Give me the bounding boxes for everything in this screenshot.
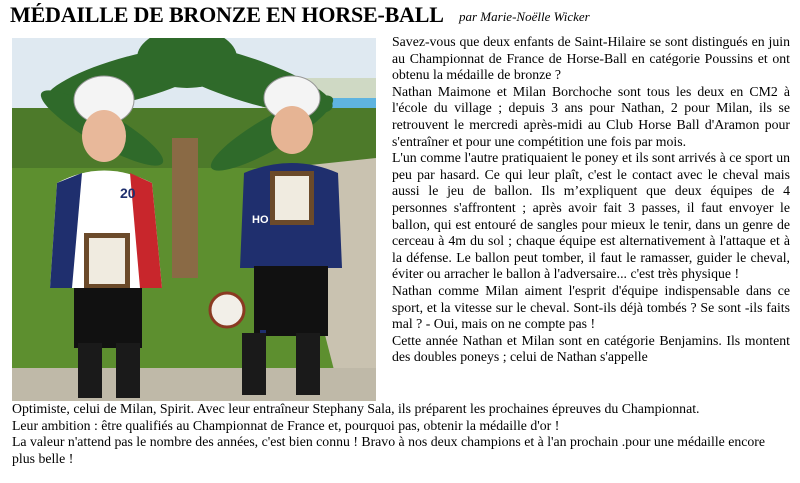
paragraph: Nathan comme Milan aiment l'esprit d'équipe indispensable dans ce sport, et la vitesse sur le cheval. Sont-ils déjà tombés ? Se sont -ils faits mal ? - Oui, mais on ne compte pas !	[392, 282, 790, 332]
article-title: MÉDAILLE DE BRONZE EN HORSE-BALL	[10, 2, 444, 27]
article-byline: par Marie-Noëlle Wicker	[459, 9, 590, 24]
horse-ball	[210, 293, 244, 327]
paragraph: Savez-vous que deux enfants de Saint-Hilaire se sont distingués en juin au Championnat de France de Horse-Ball en catégorie Poussins et ont obtenu la médaille de bronze ?	[392, 34, 790, 83]
trousers-left	[74, 288, 142, 348]
paragraph: Leur ambition : être qualifiés au Championnat de France et, pourquoi pas, obtenir la médaille d'or !	[12, 417, 560, 433]
paragraph: Nathan Maimone et Milan Borchoche sont tous les deux en CM2 à l'école du village ; depuis 3 ans pour Nathan, 2 pour Milan, ils se retrouvent le mercredi après-midi au Club Horse Ball d'Aramon pour s'entraîner et pour une compétition une fois par mois.	[392, 83, 790, 149]
paragraph: L'un comme l'autre pratiquaient le poney et ils sont arrivés à ce sport un peu par hasard. Ce qui leur plaît, c'est le contact avec le cheval mais aussi le jeu de ballon. Ils m’expliquent que deux équipes de 4 personnes s'affrontent ; après avoir fait 3 passes, il faut envoyer le ballon, qui est entouré de sangles pour mieux le tenir, dans un genre de cerceau à 4m du sol ; chaque équipe est alternativement à l'attaque et à la défense. Le ballon peut tomber, il faut le ramasser, guider le cheval, éviter ou arracher le ballon à l'adversaire... c'est très physique !	[392, 150, 790, 282]
paragraph: La valeur n'attend pas le nombre des années, c'est bien connu ! Bravo à nos deux champions et à l'an prochain .pour une médaille encore plus belle !	[12, 434, 765, 466]
boot-right-2	[296, 333, 320, 395]
boot-left-1	[78, 343, 102, 398]
article-full-width	[12, 401, 790, 467]
article-column	[392, 34, 790, 366]
photo-two-boys-with-medals	[12, 38, 376, 401]
photo-ground	[12, 368, 376, 401]
trousers-right	[254, 266, 328, 336]
article-photo	[12, 38, 376, 401]
shirt-number: 20	[120, 185, 136, 201]
paragraph: Cette année Nathan et Milan sont en catégorie Benjamins. Ils montent des doubles poneys ; celui de Nathan s'appelle	[392, 332, 790, 365]
boot-left-2	[116, 343, 140, 398]
paragraph: Optimiste, celui de Milan, Spirit. Avec leur entraîneur Stephany Sala, ils préparent les prochaines épreuves du Championnat.	[12, 401, 700, 416]
face-left	[82, 110, 126, 162]
boot-right-1	[242, 333, 266, 395]
shirt-text: HO	[252, 214, 269, 226]
palm-trunk	[172, 138, 198, 278]
face-right	[271, 106, 313, 154]
